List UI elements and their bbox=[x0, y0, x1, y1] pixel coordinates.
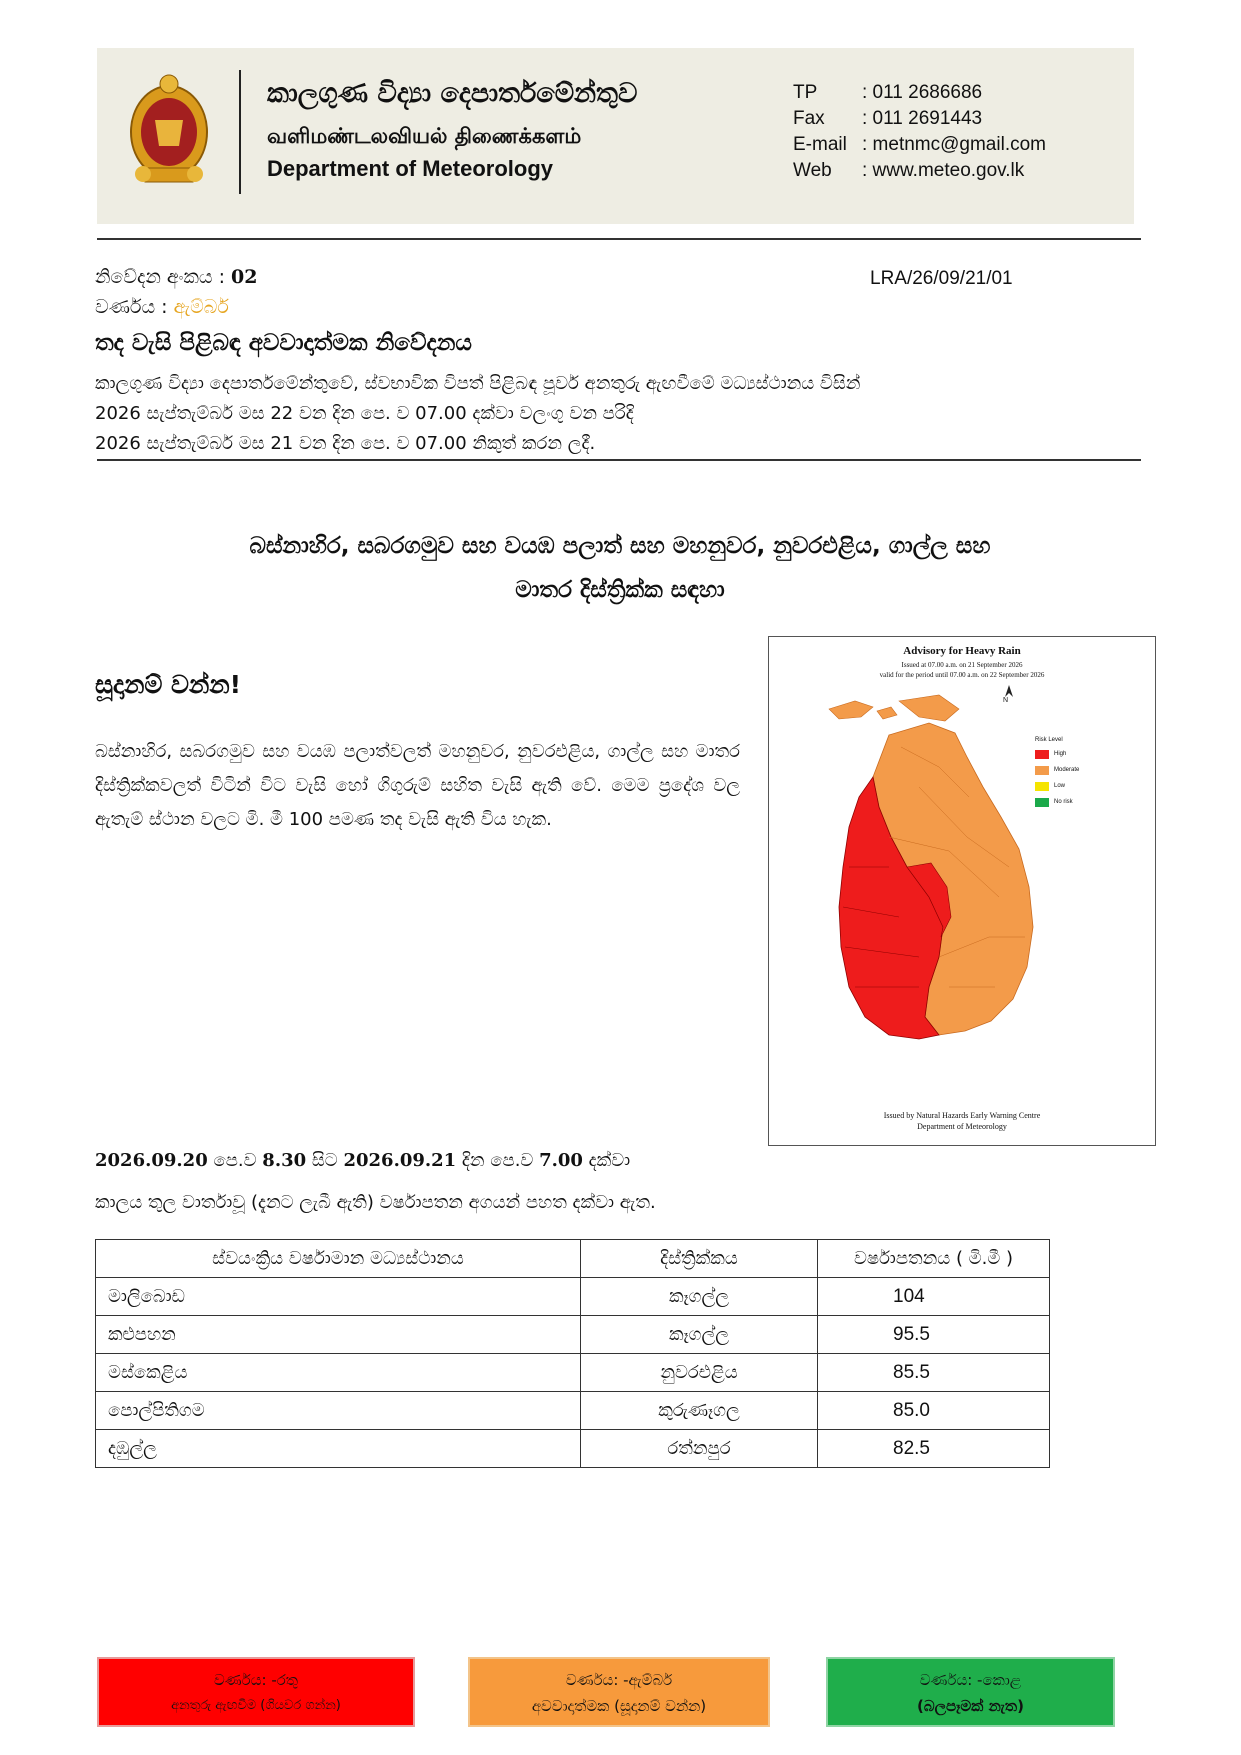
north-arrow-icon bbox=[1005, 685, 1013, 697]
advisory-map bbox=[768, 636, 1156, 1146]
notice-title: තද වැසි පිළිබඳ අවවාදාත්මක නිවේදනය bbox=[95, 330, 472, 356]
table-row: පොල්පිතිගම කුරුණෑගල 85.0 bbox=[96, 1392, 1050, 1430]
observation-period: 2026.09.20 පෙ.ව 8.30 සිට 2026.09.21 දින පෙ.ව 7.00 දක්වා කාලය තුල වාර්තාවූ (දැනට ලැබී ඇති) වර්ෂාපතන අගයන් පහත දක්වා ඇත. bbox=[95, 1150, 656, 1213]
map-footer-issuer: Issued by Natural Hazards Early Warning Centre bbox=[883, 1111, 1041, 1120]
map-valid: valid for the period until 07.00 a.m. on 22 September 2026 bbox=[879, 671, 1045, 679]
notice-colour: වර්ණය : ඇම්බර් bbox=[95, 296, 229, 318]
legend-no-risk: No risk bbox=[1035, 797, 1079, 807]
contact-block bbox=[793, 80, 1046, 184]
legend-high: High bbox=[1035, 749, 1079, 759]
legend-title: Risk Level bbox=[1035, 737, 1063, 743]
notice-number: නිවේදන අංකය : 02 bbox=[95, 266, 258, 288]
level-green: වර්ණය: -කොළ (බලපෑමක් නැත) bbox=[826, 1657, 1115, 1727]
sri-lanka-emblem-icon bbox=[125, 70, 213, 188]
map-title: Advisory for Heavy Rain bbox=[903, 645, 1021, 657]
table-row: මාලිබොඩ කෑගල්ල 104 bbox=[96, 1278, 1050, 1316]
legend-moderate: Moderate bbox=[1035, 765, 1079, 775]
org-name-english: Department of Meteorology bbox=[267, 156, 554, 181]
table-row: දඹුල්ල රත්නපුර 82.5 bbox=[96, 1430, 1050, 1468]
caution-heading: සූදානම් වන්න! bbox=[95, 670, 242, 699]
region-title: බස්නාහිර, සබරගමුව සහ වයඹ පලාත් සහ මහනුවර, නුවරඑළිය, ගාල්ල සහ මාතර දිස්ත්‍රික්ක සඳහා bbox=[249, 533, 991, 603]
contact-fax: Fax : 011 2691443 bbox=[793, 108, 983, 129]
col-district: දිස්ත්‍රික්කය bbox=[581, 1240, 818, 1278]
level-amber: වර්ණය: -ඇම්බර් අවවාදාත්මක (සූදානම් වන්න) bbox=[468, 1657, 770, 1727]
contact-web[interactable]: Web : www.meteo.gov.lk bbox=[793, 160, 1025, 181]
table-row: කළුපහන කෑගල්ල 95.5 bbox=[96, 1316, 1050, 1354]
legend-low: Low bbox=[1035, 781, 1079, 791]
map-issued: Issued at 07.00 a.m. on 21 September 2026 bbox=[901, 661, 1023, 669]
sri-lanka-map-icon bbox=[769, 637, 1157, 1147]
letterhead bbox=[97, 48, 1134, 224]
level-red: වර්ණය: -රතු අනතුරු ඇඟවීම (ගියවර ගන්න) bbox=[97, 1657, 415, 1727]
map-footer-department: Department of Meteorology bbox=[917, 1122, 1007, 1131]
contact-email[interactable]: E-mail : metnmc@gmail.com bbox=[793, 134, 1046, 155]
col-station: ස්වයංක්‍රිය වර්ෂාමාන මධ්‍යස්ථානය bbox=[96, 1240, 581, 1278]
org-name-sinhala: කාලගුණ විද්‍යා දෙපාර්තමේන්තුව bbox=[267, 78, 638, 109]
divider-mid bbox=[97, 459, 1141, 461]
table-row: මස්කෙළිය නුවරඑළිය 85.5 bbox=[96, 1354, 1050, 1392]
north-label: N bbox=[1003, 697, 1009, 704]
org-name-tamil: வளிமண்டலவியல் திணைக்களம் bbox=[267, 124, 582, 148]
notice-intro: කාලගුණ විද්‍යා දෙපාර්තමේන්තුවේ, ස්වභාවික විපත් පිළිබඳ පූර්ව අනතුරු ඇඟවීමේ මධ්‍යස්ථානය විසින් 2026 සැප්තැම්බර් මස 22 වන දින පෙ. ව 07.00 දක්වා වලංගු වන පරිදි 2026 සැප්තැම්බර් මස 21 වන දින පෙ. ව 07.00 නිකුත් කරන ලදී. bbox=[95, 373, 861, 454]
rainfall-table bbox=[95, 1239, 1050, 1468]
table-header-row bbox=[96, 1240, 1050, 1278]
header-divider bbox=[239, 70, 241, 194]
map-legend bbox=[1035, 737, 1079, 807]
divider-top bbox=[97, 238, 1141, 240]
contact-phone: TP : 011 2686686 bbox=[793, 82, 983, 103]
notice-reference: LRA/26/09/21/01 bbox=[870, 268, 1013, 289]
col-rainfall: වර්ෂාපතනය ( මි.මී ) bbox=[818, 1240, 1050, 1278]
advisory-body: බස්නාහිර, සබරගමුව සහ වයඹ පලාත්වලත් මහනුවර, නුවරඑළිය, ගාල්ල සහ මාතර දිස්ත්‍රික්කවලත් විටින් විට වැසි හෝ ගිගුරුම් සහිත වැසි ඇති වේ. මෙම ප්‍රදේශ වල ඇතැම් ස්ථාන වලට මි. මී 100 පමණ තද වැසි ඇති විය හැක. bbox=[95, 741, 740, 830]
